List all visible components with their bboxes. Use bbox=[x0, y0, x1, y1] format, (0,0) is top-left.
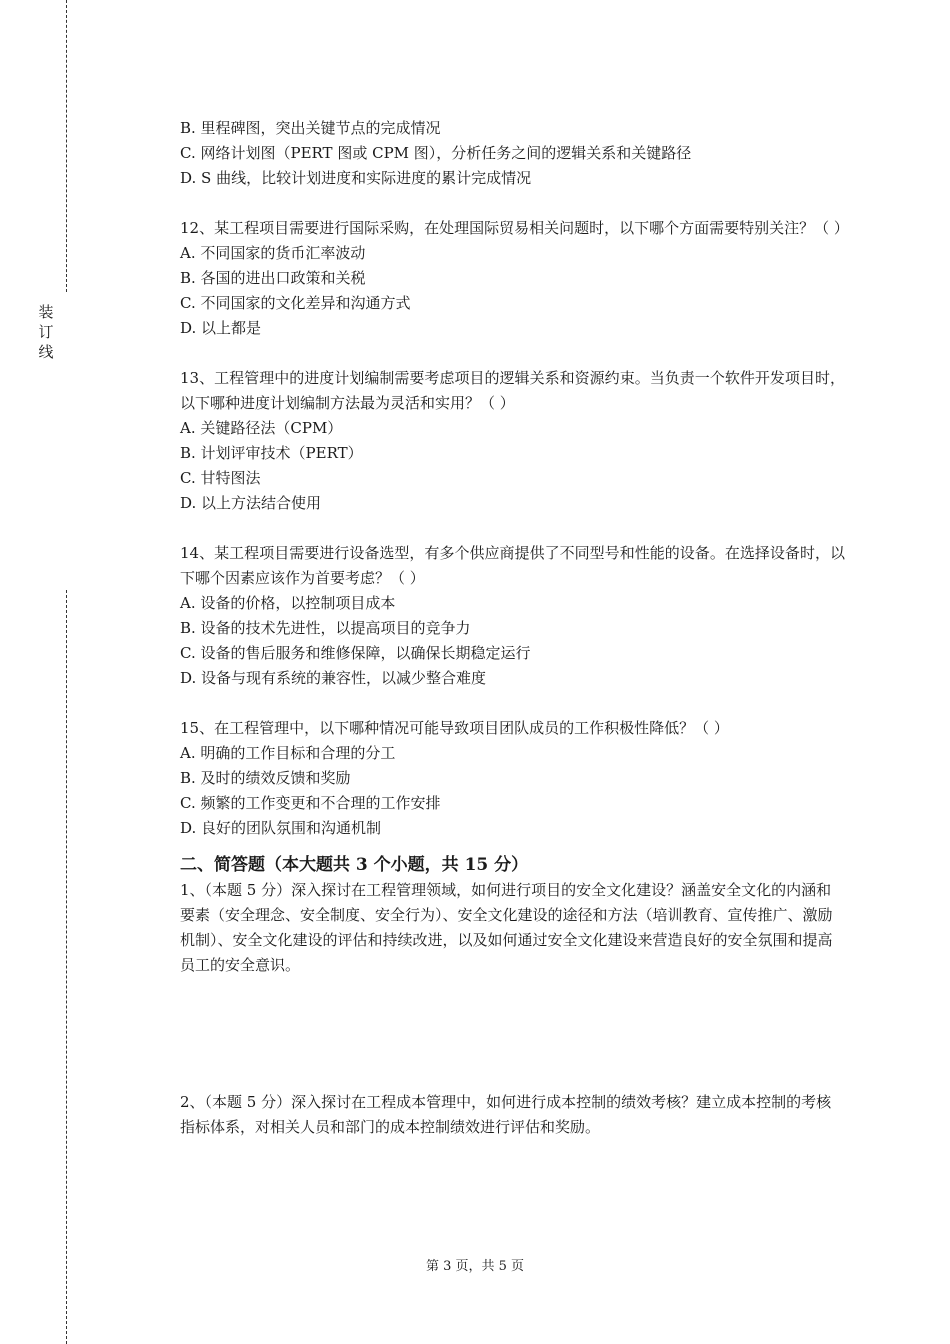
option-c: C. 设备的售后服务和维修保障，以确保长期稳定运行 bbox=[180, 644, 531, 662]
section-title: 二、简答题（本大题共 3 个小题，共 15 分） bbox=[180, 855, 529, 875]
option-b: B. 及时的绩效反馈和奖励 bbox=[180, 769, 351, 787]
essay-question-1: 1、（本题 5 分）深入探讨在工程管理领域，如何进行项目的安全文化建设？涵盖安全文化的内涵和要素（安全理念、安全制度、安全行为）、安全文化建设的途径和方法（培训教育、宣传推广、激励机制）、安全文化建设的评估和持续改进，以及如何通过安全文化建设来营造良好的安全氛围和提高员工的安全意识。 bbox=[180, 881, 833, 974]
page-number: 第 3 页，共 5 页 bbox=[425, 1259, 525, 1274]
question-13 bbox=[180, 366, 845, 516]
option-d: D. 良好的团队氛围和沟通机制 bbox=[180, 819, 382, 837]
option-a: A. 明确的工作目标和合理的分工 bbox=[180, 744, 396, 762]
essay-question-2: 2、（本题 5 分）深入探讨在工程成本管理中，如何进行成本控制的绩效考核？建立成本控制的考核指标体系，对相关人员和部门的成本控制绩效进行评估和奖励。 bbox=[180, 1093, 832, 1136]
option-d: D. 以上都是 bbox=[180, 319, 262, 337]
option-b: B. 里程碑图，突出关键节点的完成情况 bbox=[180, 119, 441, 137]
option-a: A. 关键路径法（CPM） bbox=[180, 419, 343, 437]
question-stem: 12、某工程项目需要进行国际采购，在处理国际贸易相关问题时，以下哪个方面需要特别关注？（ ） bbox=[180, 219, 849, 237]
binding-line-top bbox=[66, 0, 67, 292]
binding-line-bottom bbox=[66, 590, 67, 1344]
question-stem: 13、工程管理中的进度计划编制需要考虑项目的逻辑关系和资源约束。当负责一个软件开发项目时，以下哪种进度计划编制方法最为灵活和实用？（ ） bbox=[180, 369, 845, 412]
option-d: D. 设备与现有系统的兼容性，以减少整合难度 bbox=[180, 669, 487, 687]
option-d: D. S 曲线，比较计划进度和实际进度的累计完成情况 bbox=[180, 169, 532, 187]
question-15 bbox=[180, 716, 845, 841]
option-a: A. 设备的价格，以控制项目成本 bbox=[180, 594, 396, 612]
question-stem: 15、在工程管理中，以下哪种情况可能导致项目团队成员的工作积极性降低？（ ） bbox=[180, 719, 729, 737]
binding-char: 订 bbox=[38, 323, 54, 341]
option-c: C. 频繁的工作变更和不合理的工作安排 bbox=[180, 794, 441, 812]
question-11-continued bbox=[180, 116, 845, 191]
option-b: B. 计划评审技术（PERT） bbox=[180, 444, 363, 462]
option-c: C. 甘特图法 bbox=[180, 469, 261, 487]
page-content bbox=[180, 116, 849, 1140]
answer-space bbox=[180, 978, 845, 1090]
binding-char: 线 bbox=[38, 343, 54, 361]
question-stem: 14、某工程项目需要进行设备选型，有多个供应商提供了不同型号和性能的设备。在选择设备时，以下哪个因素应该作为首要考虑？（ ） bbox=[180, 544, 845, 587]
option-d: D. 以上方法结合使用 bbox=[180, 494, 322, 512]
question-14 bbox=[180, 541, 845, 691]
binding-label bbox=[36, 302, 56, 362]
option-b: B. 各国的进出口政策和关税 bbox=[180, 269, 366, 287]
option-b: B. 设备的技术先进性，以提高项目的竞争力 bbox=[180, 619, 471, 637]
question-12 bbox=[180, 216, 849, 341]
option-c: C. 不同国家的文化差异和沟通方式 bbox=[180, 294, 411, 312]
binding-char: 装 bbox=[38, 303, 54, 321]
option-a: A. 不同国家的货币汇率波动 bbox=[180, 244, 366, 262]
option-c: C. 网络计划图（PERT 图或 CPM 图），分析任务之间的逻辑关系和关键路径 bbox=[180, 144, 692, 162]
